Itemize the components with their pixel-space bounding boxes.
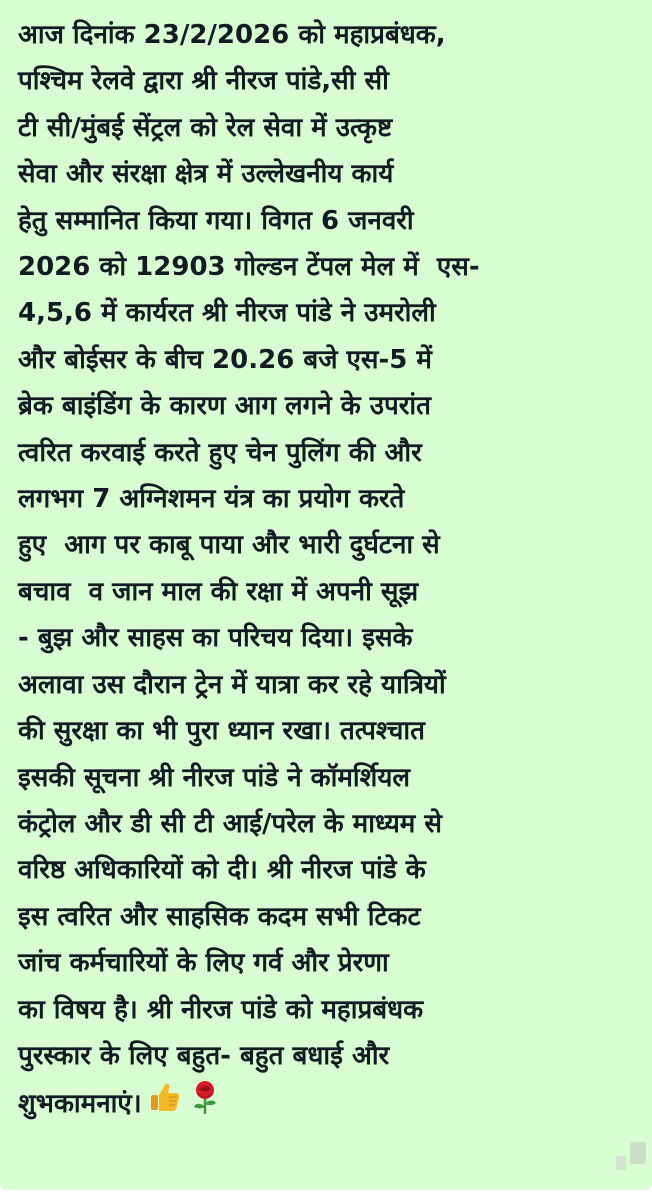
message-line: इसकी सूचना श्री नीरज पांडे ने कॉमर्शियल: [18, 762, 411, 793]
message-line: त्वरित करवाई करते हुए चेन पुलिंग की और: [18, 437, 422, 468]
message-line: हुए आग पर काबू पाया और भारी दुर्घटना से: [18, 530, 440, 561]
read-status-placeholder: [630, 1142, 646, 1164]
message-line: पुरस्कार के लिए बहुत- बहुत बधाई और: [18, 1040, 390, 1071]
message-line: टी सी/मुंबई सेंट्रल को रेल सेवा में उत्कृष्ट: [18, 112, 393, 143]
message-line: कंट्रोल और डी सी टी आई/परेल के माध्यम से: [18, 808, 442, 839]
message-line: ब्रेक बाइंडिंग के कारण आग लगने के उपरांत: [18, 391, 431, 422]
message-line: लगभग 7 अग्निशमन यंत्र का प्रयोग करते: [18, 484, 405, 515]
message-line: जांच कर्मचारियों के लिए गर्व और प्रेरणा: [18, 948, 389, 979]
message-line: पश्चिम रेलवे द्वारा श्री नीरज पांडे,सी सी: [18, 66, 389, 97]
thumbs-up-icon: [148, 1080, 182, 1129]
message-text: [18, 12, 638, 1131]
message-line: बचाव व जान माल की रक्षा में अपनी सूझ: [18, 576, 419, 607]
message-line: वरिष्ठ अधिकारियों को दी। श्री नीरज पांडे के: [18, 855, 426, 886]
message-line: अलावा उस दौरान ट्रेन में यात्रा कर रहे यात्रियों: [18, 669, 446, 700]
message-line: इस त्वरित और साहसिक कदम सभी टिकट: [18, 901, 421, 932]
message-line: 2026 को 12903 गोल्डन टेंपल मेल में एस-: [18, 252, 480, 283]
message-line: हेतु सम्मानित किया गया। विगत 6 जनवरी: [18, 205, 414, 236]
message-line: और बोईसर के बीच 20.26 बजे एस-5 में: [18, 344, 432, 375]
message-line: सेवा और संरक्षा क्षेत्र में उल्लेखनीय कार्य: [18, 159, 394, 190]
timestamp-placeholder: [616, 1156, 626, 1170]
rose-icon: [188, 1079, 222, 1130]
message-line: शुभकामनाएं।: [18, 1089, 142, 1120]
message-line: आज दिनांक 23/2/2026 को महाप्रबंधक,: [18, 20, 446, 50]
message-line: का विषय है। श्री नीरज पांडे को महाप्रबंधक: [18, 994, 424, 1025]
message-line: - बुझ और साहस का परिचय दिया। इसके: [18, 623, 413, 654]
message-line: 4,5,6 में कार्यरत श्री नीरज पांडे ने उमरोली: [18, 298, 436, 329]
message-line: की सुरक्षा का भी पुरा ध्यान रखा। तत्पश्चात: [18, 716, 425, 747]
